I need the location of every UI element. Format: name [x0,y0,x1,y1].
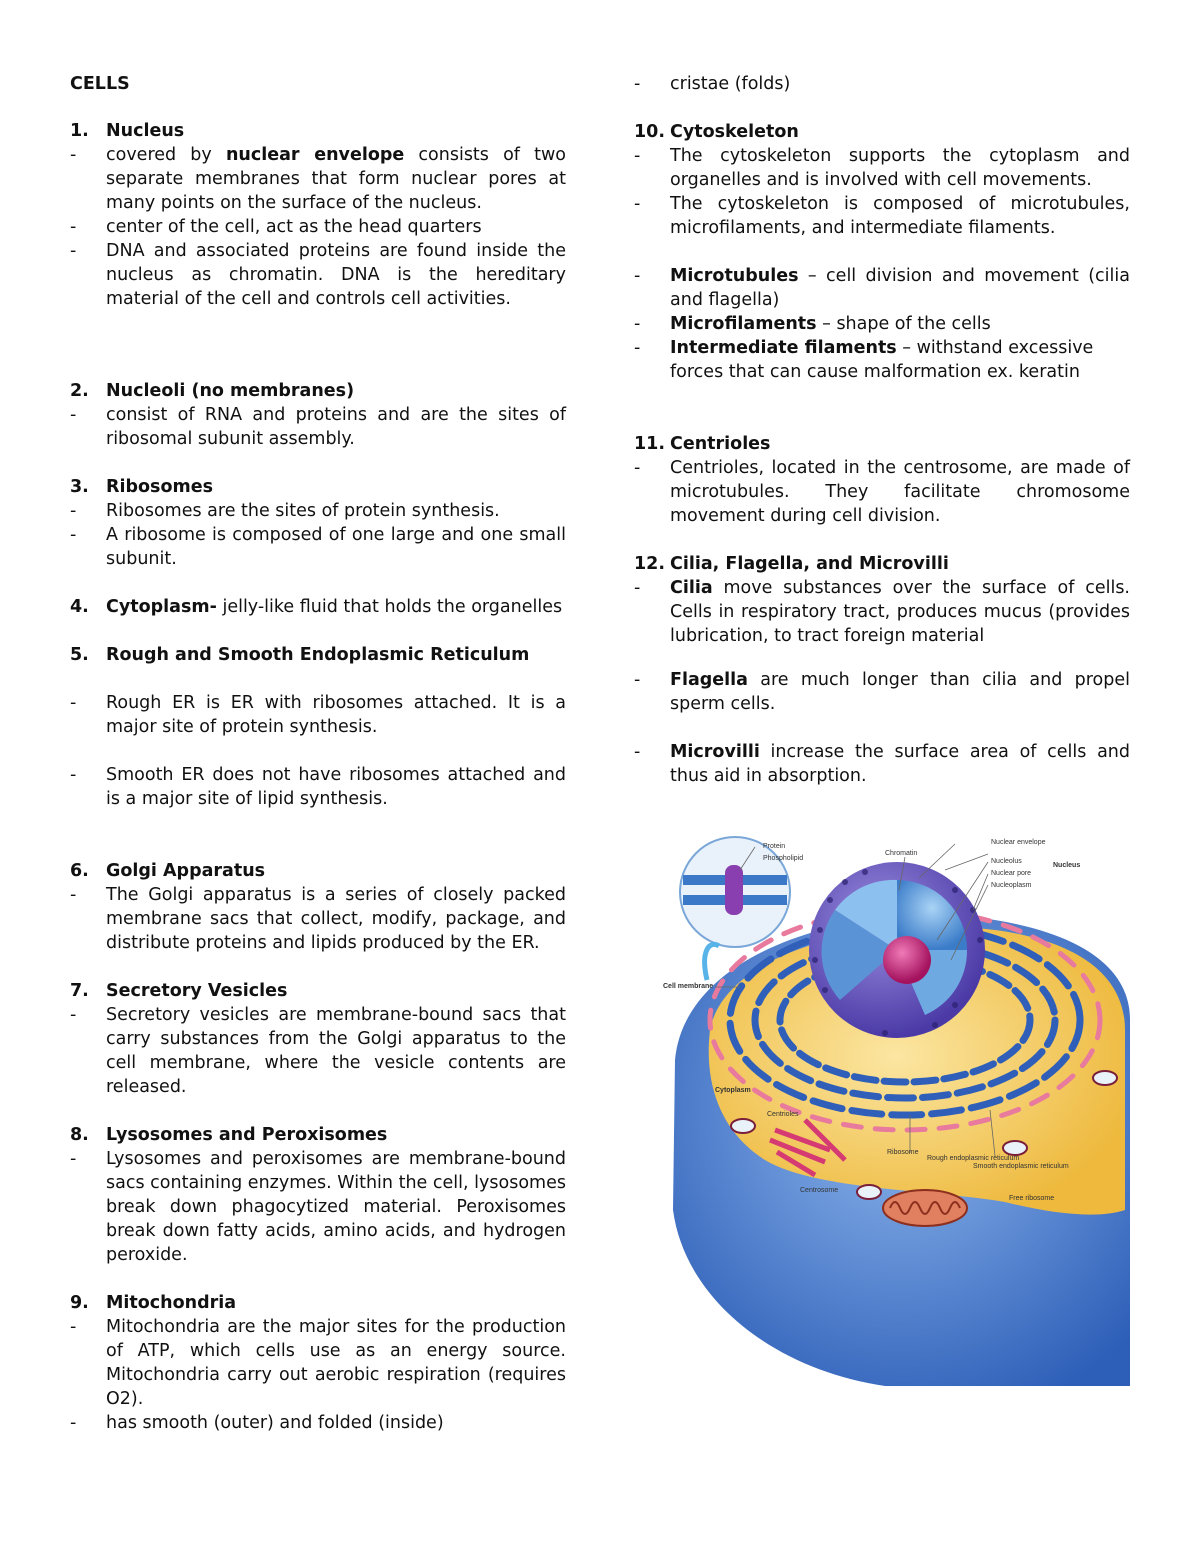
label-chromatin: Chromatin [885,850,918,857]
bullet-text: Smooth ER does not have ribosomes attached and is a major site of lipid synthesis. [106,765,566,809]
bullet-text: Cilia move substances over the surface of cells. Cells in respiratory tract, produces mucus (provides lubrication, to tract foreign material [670,578,1130,646]
bullet-text: Secretory vesicles are membrane-bound sacs that carry substances from the Golgi apparatus to the cell membrane, where the vesicle contents are released. [106,1005,566,1097]
bullet-dash: - [70,241,77,261]
bullet-dash: - [70,1005,77,1025]
section-nucleoli [70,379,566,451]
bullet-dash: - [70,1149,77,1169]
bullet-dash: - [70,525,77,545]
label-cell-membrane: Cell membrane [663,983,714,990]
page-title: CELLS [70,74,130,94]
bullet-text: covered by nuclear envelope consists of two separate membranes that form nuclear pores at many points on the surface of the nucleus. [106,145,566,213]
bullet-text: Microvilli increase the surface area of cells and thus aid in absorption. [670,742,1130,786]
bullet-dash: - [70,693,77,713]
section-cytoskeleton [634,120,1130,384]
bullet-text: Intermediate filaments – withstand excessive forces that can cause malformation ex. keratin [670,338,1094,382]
bullet-dash: - [70,501,77,521]
bullet-dash: - [70,405,77,425]
label-cytoplasm: Cytoplasm [715,1087,751,1094]
section-heading: Lysosomes and Peroxisomes [106,1125,388,1145]
section-number: 1. [70,121,89,141]
section-number: 8. [70,1125,89,1145]
bullet-text: The cytoskeleton supports the cytoplasm and organelles and is involved with cell movements. [670,146,1130,190]
section-er [70,643,566,811]
cell-diagram [655,830,1130,1386]
bullet-text: Mitochondria are the major sites for the production of ATP, which cells use as an energy source. Mitochondria carry out aerobic respiration (requires O2). [106,1317,566,1409]
section-heading: Rough and Smooth Endoplasmic Reticulum [106,645,530,665]
nucleolus [883,936,931,984]
section-number: 3. [70,477,89,497]
section-heading: Golgi Apparatus [106,861,266,881]
label-nuclear-pore: Nuclear pore [991,870,1032,877]
section-heading: Nucleus [106,121,185,141]
mitochondrion [883,1190,967,1226]
bullet-text: Microtubules – cell division and movement (cilia and flagella) [670,266,1130,310]
bullet-text: has smooth (outer) and folded (inside) [106,1413,444,1433]
section-heading: Centrioles [670,434,771,454]
bullet-dash: - [634,458,641,478]
section-number: 7. [70,981,89,1001]
section-heading: Nucleoli (no membranes) [106,381,355,401]
bullet-dash: - [634,194,641,214]
section-number: 2. [70,381,89,401]
bullet-text: DNA and associated proteins are found inside the nucleus as chromatin. DNA is the hereditary material of the cell and controls cell activities. [106,241,566,309]
section-heading: Cilia, Flagella, and Microvilli [670,554,949,574]
bullet-dash: - [634,338,641,358]
left-column [70,72,566,1435]
section-number: 5. [70,645,89,665]
bullet-text: Rough ER is ER with ribosomes attached. It is a major site of protein synthesis. [106,693,566,737]
label-centrioles: Centrioles [767,1111,799,1118]
section-nucleus [70,119,566,311]
bullet-dash: - [70,145,77,165]
section-mitochondria [70,1291,566,1435]
bullet-text: The Golgi apparatus is a series of closely packed membrane sacs that collect, modify, package, and distribute proteins and lipids produced by the ER. [106,885,566,953]
label-centrosome: Centrosome [800,1187,839,1194]
label-rough-er: Rough endoplasmic reticulum [927,1155,1020,1162]
bullet-text: consist of RNA and proteins and are the sites of ribosomal subunit assembly. [106,405,566,449]
section-heading: Mitochondria [106,1293,237,1313]
nucleus [809,862,985,1038]
label-nuclear-envelope: Nuclear envelope [991,839,1046,846]
continued-bullet [634,72,1130,96]
bullet-dash: - [634,314,641,334]
section-number: 6. [70,861,89,881]
bullet-dash: - [70,1413,77,1433]
bullet-text: Microfilaments – shape of the cells [670,314,991,334]
section-number: 9. [70,1293,89,1313]
bullet-text: Lysosomes and peroxisomes are membrane-bound sacs containing enzymes. Within the cell, lysosomes break down phagocytized material. Peroxisomes break down fatty acids, amino acids, and hydrogen peroxide. [106,1149,566,1265]
label-protein: Protein [763,843,786,850]
bullet-dash: - [634,74,641,94]
bullet-dash: - [634,266,641,286]
bullet-dash: - [634,146,641,166]
bullet-dash: - [634,742,641,762]
bullet-dash: - [634,578,641,598]
section-number: 12. [634,554,666,574]
bullet-dash: - [70,885,77,905]
bullet-text: Centrioles, located in the centrosome, are made of microtubules. They facilitate chromosome movement during cell division. [670,458,1130,526]
bullet-dash: - [70,217,77,237]
bullet-text: A ribosome is composed of one large and one small subunit. [106,525,566,569]
section-heading: Ribosomes [106,477,213,497]
label-nucleolus: Nucleolus [991,858,1022,865]
label-nucleus: Nucleus [1053,862,1081,869]
label-free-ribosome: Free ribosome [1009,1195,1055,1202]
section-number: 10. [634,122,666,142]
label-smooth-er: Smooth endoplasmic reticulum [973,1163,1069,1170]
section-text: Cytoplasm- jelly-like fluid that holds the organelles [106,597,563,617]
bullet-dash: - [634,670,641,690]
label-ribosome: Ribosome [887,1149,919,1156]
section-number: 11. [634,434,666,454]
section-centrioles [634,432,1130,528]
label-nucleoplasm: Nucleoplasm [991,882,1032,889]
section-number: 4. [70,597,89,617]
section-cytoplasm [70,595,566,619]
bullet-dash: - [70,1317,77,1337]
bullet-text: center of the cell, act as the head quarters [106,217,482,237]
section-secretory-vesicles [70,979,566,1099]
bullet-text: Flagella are much longer than cilia and propel sperm cells. [670,670,1130,714]
right-column [634,72,1130,788]
bullet-text: The cytoskeleton is composed of microtubules, microfilaments, and intermediate filaments. [670,194,1130,238]
section-lysosomes [70,1123,566,1267]
section-golgi [70,859,566,955]
bullet-dash: - [70,765,77,785]
section-heading: Cytoskeleton [670,122,799,142]
section-cilia [634,552,1130,788]
label-phospholipid: Phospholipid [763,855,804,862]
section-heading: Secretory Vesicles [106,981,288,1001]
section-ribosomes [70,475,566,571]
bullet-text: Ribosomes are the sites of protein synthesis. [106,501,500,521]
bullet-text: cristae (folds) [670,74,791,94]
